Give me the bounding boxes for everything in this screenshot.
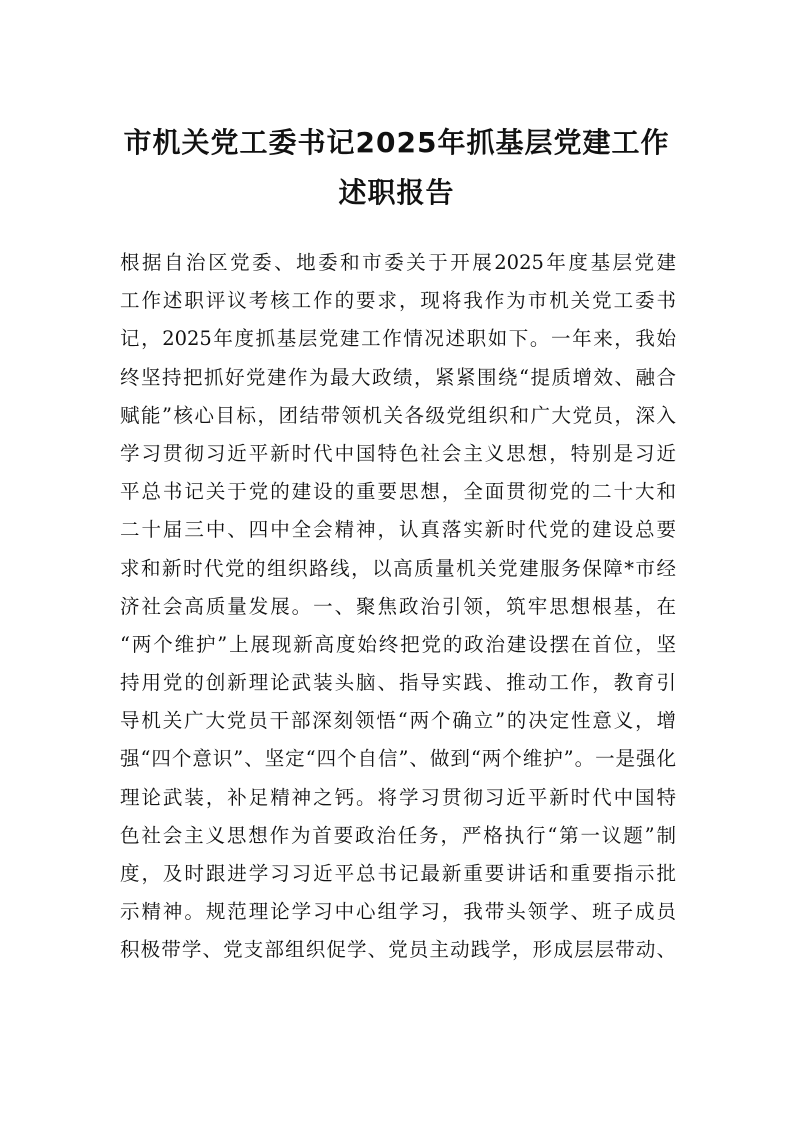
- body-line: 理论武装，补足精神之钙。将学习贯彻习近平新时代中国特: [120, 785, 676, 809]
- body-line: 导机关广大党员干部深刻领悟“两个确立”的决定性意义，增: [120, 709, 676, 733]
- body-line: 终坚持把抓好党建作为最大政绩，紧紧围绕“提质增效、融合: [120, 365, 676, 389]
- body-line: 二十届三中、四中全会精神，认真落实新时代党的建设总要: [120, 518, 676, 542]
- body-line: 强“四个意识”、坚定“四个自信”、做到“两个维护”。一是强化: [120, 747, 676, 771]
- body-line: 色社会主义思想作为首要政治任务，严格执行“第一议题”制: [120, 823, 676, 847]
- body-line: “两个维护”上展现新高度始终把党的政治建设摆在首位，坚: [120, 632, 676, 656]
- body-line: 记，2025年度抓基层党建工作情况述职如下。一年来，我始: [120, 327, 676, 351]
- body-line: 根据自治区党委、地委和市委关于开展2025年度基层党建: [120, 251, 676, 274]
- body-line: 学习贯彻习近平新时代中国特色社会主义思想，特别是习近: [120, 441, 676, 465]
- body-line: 求和新时代党的组织路线，以高质量机关党建服务保障*市经: [120, 556, 676, 580]
- report-body: [120, 244, 676, 970]
- body-line: 工作述职评议考核工作的要求，现将我作为市机关党工委书: [120, 289, 676, 313]
- title-line-1: 市机关党工委书记2025年抓基层党建工作: [123, 126, 670, 159]
- body-line: 持用党的创新理论武装头脑、指导实践、推动工作，教育引: [120, 671, 676, 695]
- body-line: 济社会高质量发展。一、聚焦政治引领，筑牢思想根基，在: [120, 594, 676, 618]
- body-line: 平总书记关于党的建设的重要思想，全面贯彻党的二十大和: [120, 480, 676, 504]
- title-line-2: 述职报告: [338, 176, 455, 209]
- document-title: [100, 118, 693, 218]
- body-line: 积极带学、党支部组织促学、党员主动践学，形成层层带动、: [120, 938, 676, 962]
- body-line: 赋能”核心目标，团结带领机关各级党组织和广大党员，深入: [120, 403, 676, 427]
- body-line: 度，及时跟进学习习近平总书记最新重要讲话和重要指示批: [120, 862, 676, 885]
- body-line: 示精神。规范理论学习中心组学习，我带头领学、班子成员: [120, 900, 676, 924]
